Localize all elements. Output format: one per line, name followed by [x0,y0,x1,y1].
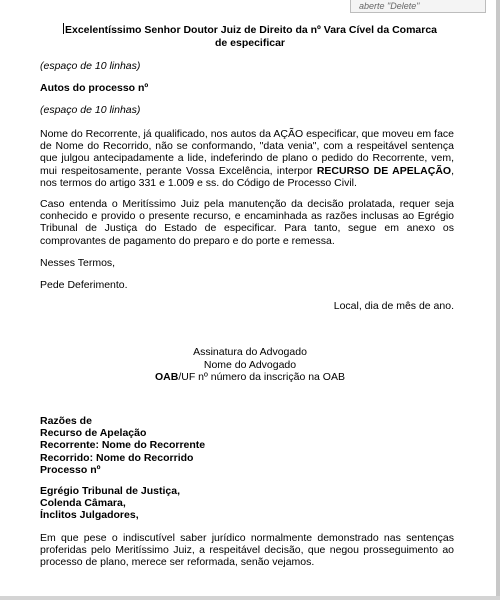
oab-number: /UF nº número da inscrição na OAB [178,371,345,383]
page-right-edge [496,0,500,600]
court-line-3: Ínclitos Julgadores, [40,509,139,522]
reasons-line-2: Recurso de Apelação [40,427,147,440]
lawyer-name: Nome do Advogado [203,358,297,371]
text-cursor [63,23,64,34]
process-line: Processo nº [40,463,101,476]
title-line-1: Excelentíssimo Senhor Doutor Juiz de Direito da nº Vara Cível da Comarca [64,24,438,36]
spacer-note-1: (espaço de 10 linhas) [40,60,141,72]
court-line-2: Colenda Câmara, [40,497,126,510]
para1-text-b: , nos termos do artigo 331 e 1.009 e ss. do Código de Processo Civil. [40,164,454,189]
signature-line: Assinatura do Advogado [193,346,307,358]
title-line-2: de especificar [214,37,286,49]
document-title [40,23,460,50]
delete-tooltip: aberte "Delete" [350,0,486,13]
place-and-date: Local, dia de mês de ano. [333,300,454,312]
reasons-line-1: Razões de [40,415,92,427]
appellee-line: Recorrido: Nome do Recorrido [40,451,194,464]
closing-line-1: Nesses Termos, [40,257,116,269]
petition-paragraph-1 [40,128,454,189]
court-salutation [40,485,180,522]
closing-line-2: Pede Deferimento. [40,279,128,291]
oab-label: OAB [154,371,179,383]
page-bottom-edge [0,596,500,600]
appeal-reasons-header [40,415,205,476]
appellant-line: Recorrente: Nome do Recorrente [40,439,206,452]
signature-block [40,346,460,384]
para1-text-a: Nome do Recorrente, já qualificado, nos autos da AÇÃO especificar, que moveu em face de Nome do Recorrido, não se conformando, "data venia", com a respeitável sentença que julgou antecipadamente a lide, indeferindo de plano o pedido do Recorrente, vem, mui respeitosamente, perante Vossa Excelência, interpor [40,128,454,177]
court-line-1: Egrégio Tribunal de Justiça, [40,485,181,497]
reasons-paragraph: Em que pese o indiscutível saber jurídico normalmente demonstrado nas sentenças proferidas pelo Meritíssimo Juiz, a respeitável decisão, que negou prosseguimento ao processo de plano, merece ser reformada, senão vejamos. [40,532,454,569]
process-number-label: Autos do processo nº [40,82,149,94]
appeal-type-bold: RECURSO DE APELAÇÃO [316,164,452,177]
spacer-note-2: (espaço de 10 linhas) [40,104,141,116]
petition-paragraph-2: Caso entenda o Meritíssimo Juiz pela manutenção da decisão prolatada, requer seja conhecido e provido o presente recurso, e encaminhada as razões inclusas ao Egrégio Tribunal de Justiça do Estado de especificar. Para tanto, segue em anexo os comprovantes de pagamento do preparo e do porte e remessa. [40,198,454,247]
